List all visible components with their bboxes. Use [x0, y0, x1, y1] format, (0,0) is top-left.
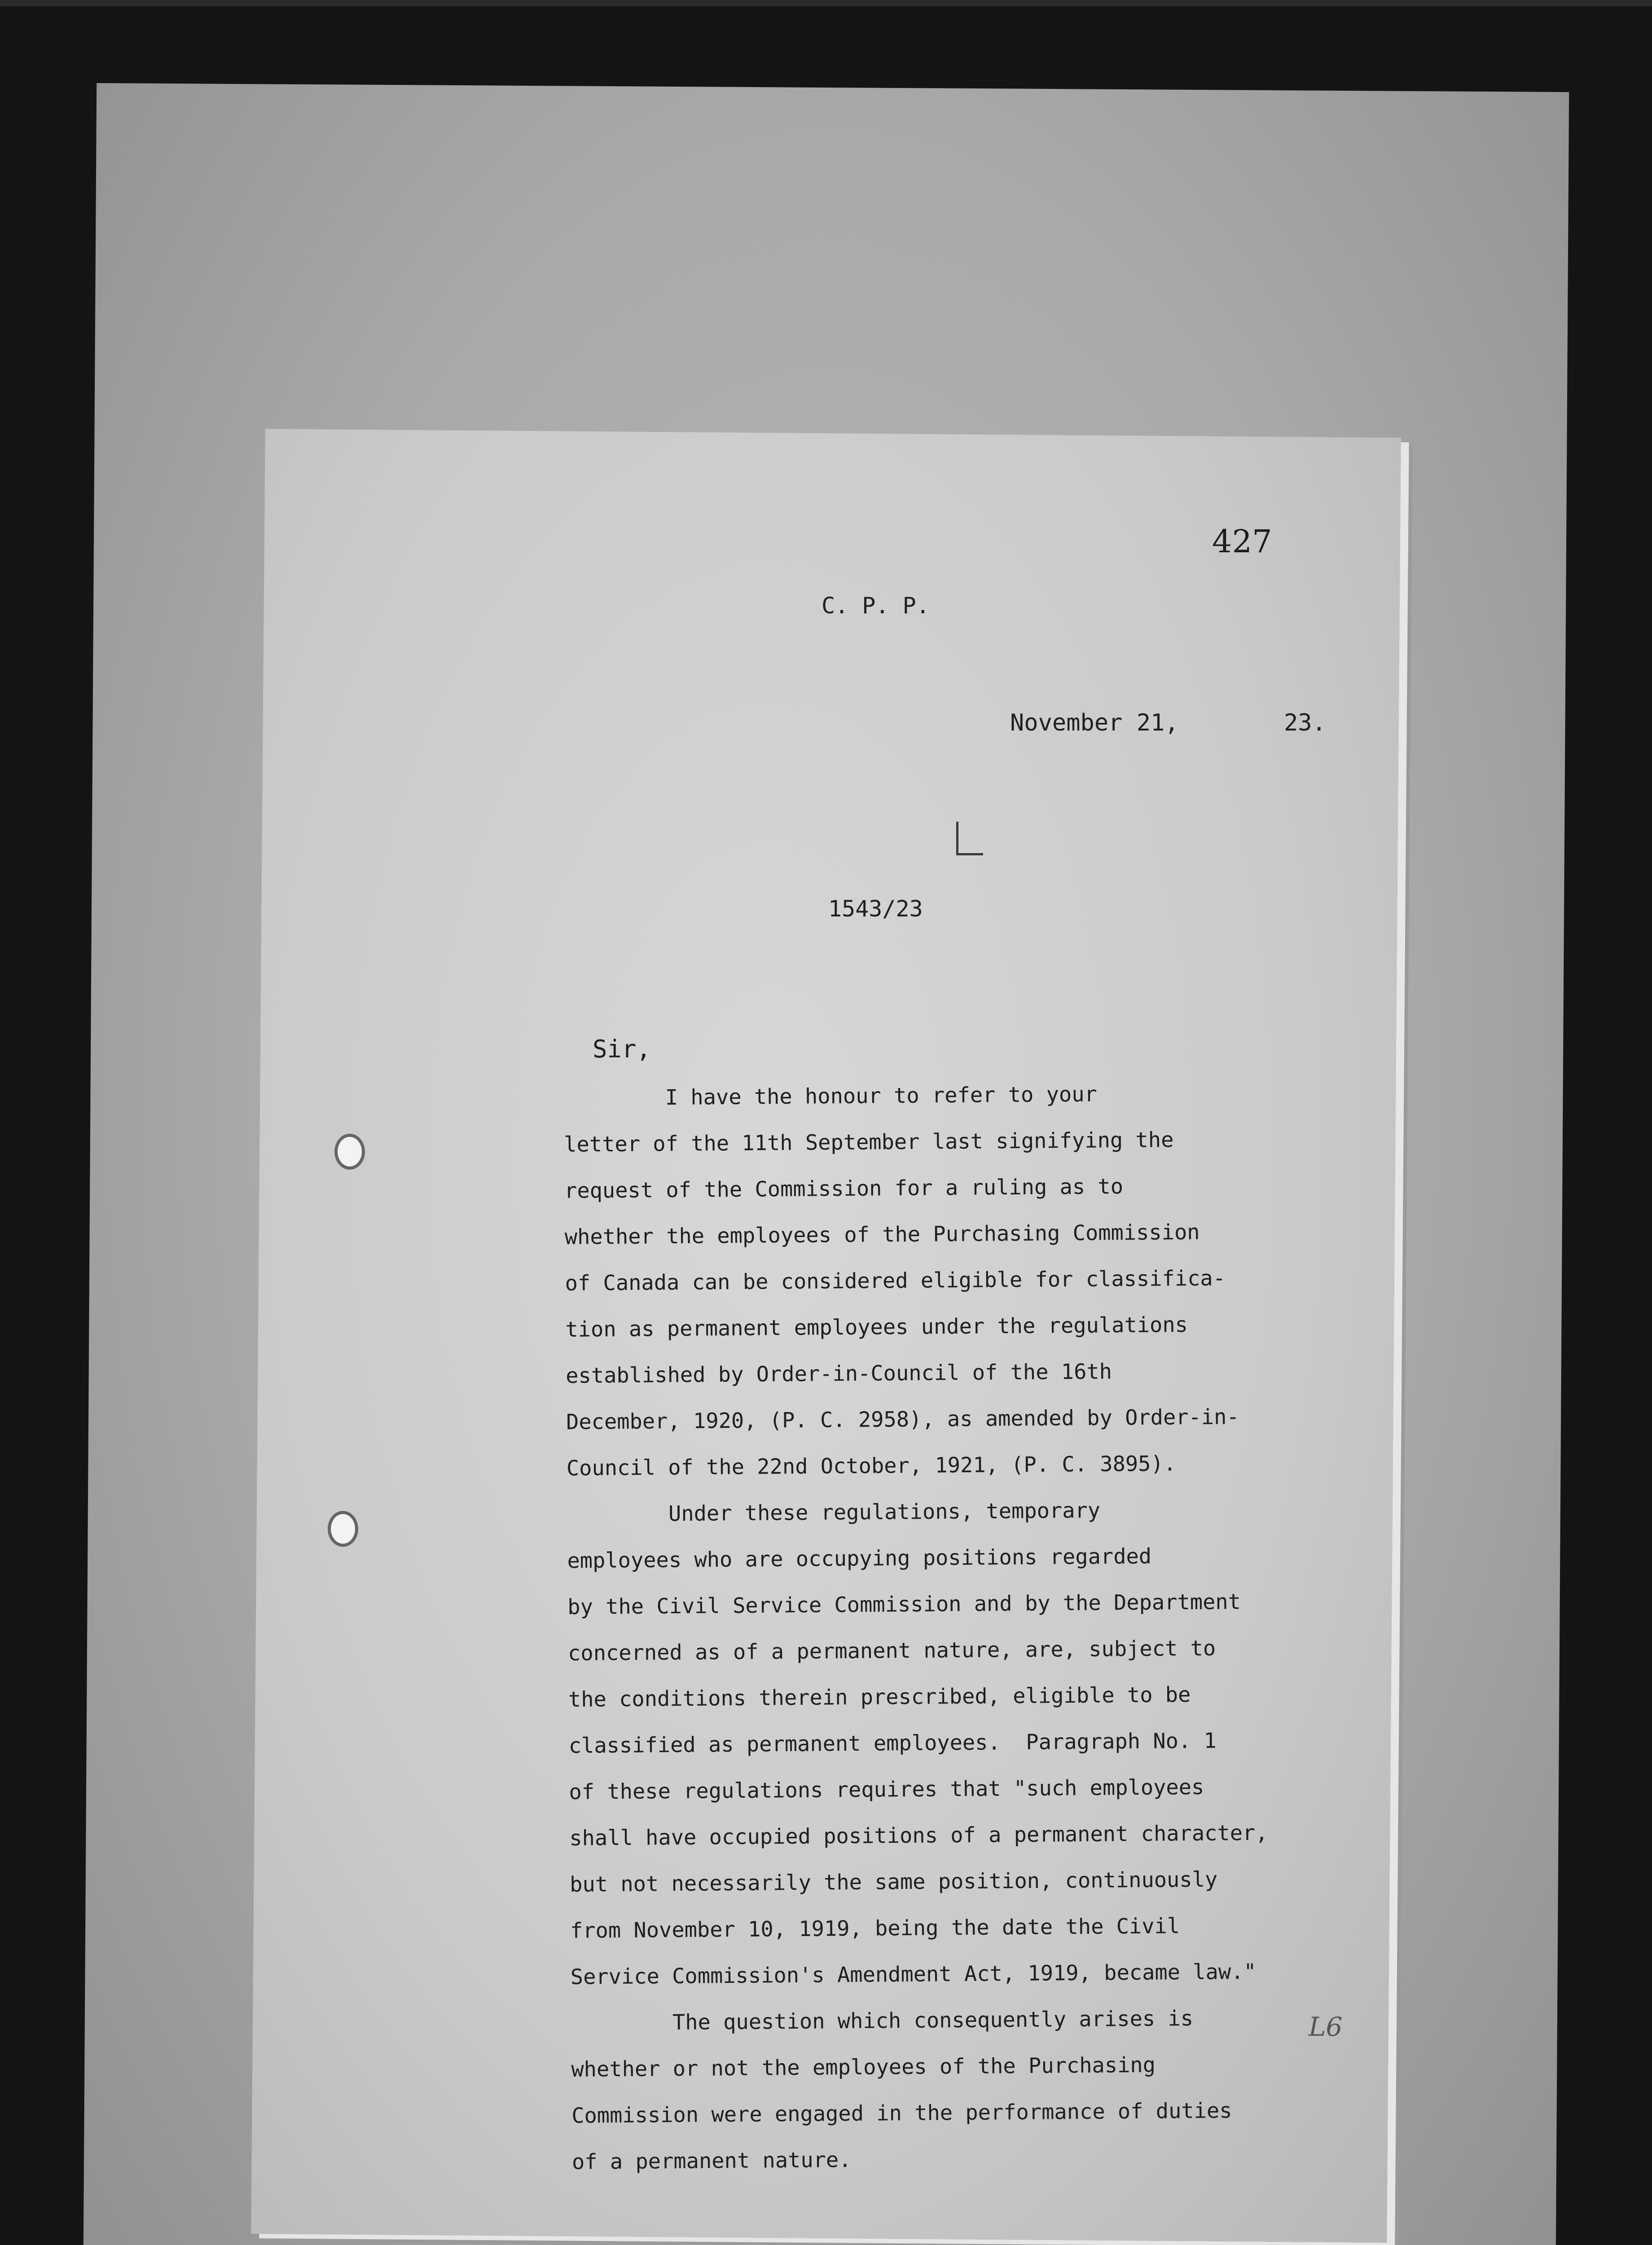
body-line: whether the employees of the Purchasing Commission	[564, 1219, 1200, 1250]
body-line: Service Commission's Amendment Act, 1919, became law."	[570, 1959, 1257, 1990]
body-line: Commission were engaged in the performance of duties	[571, 2098, 1232, 2128]
body-line: December, 1920, (P. C. 2958), as amended by Order-in-	[566, 1404, 1239, 1435]
handwritten-check-mark	[956, 822, 983, 855]
body-line: by the Civil Service Commission and by the Department	[567, 1589, 1241, 1620]
body-line: letter of the 11th September last signifying the	[563, 1127, 1174, 1157]
body-line: Under these regulations, temporary	[567, 1498, 1101, 1527]
body-line: request of the Commission for a ruling as to	[564, 1174, 1124, 1203]
body-line: employees who are occupying positions regarded	[567, 1544, 1152, 1573]
page-number: 427	[1212, 523, 1272, 560]
body-line: concerned as of a permanent nature, are, subject to	[567, 1636, 1216, 1666]
body-line: Council of the 22nd October, 1921, (P. C. 3895).	[566, 1451, 1177, 1481]
body-line: of a permanent nature.	[571, 2148, 852, 2175]
letter-date: November 21,	[1010, 709, 1179, 736]
body-line: the conditions therein prescribed, eligible to be	[568, 1682, 1191, 1712]
file-reference: 1543/23	[828, 896, 923, 922]
film-edge	[0, 0, 1652, 6]
body-line: established by Order-in-Council of the 16th	[566, 1359, 1112, 1388]
salutation: Sir,	[593, 1035, 651, 1063]
letter-date-year: 23.	[1284, 709, 1326, 736]
body-line: of Canada can be considered eligible for classifica-	[565, 1266, 1226, 1296]
header-code: C. P. P.	[822, 593, 930, 619]
body-line: but not necessarily the same position, continuously	[569, 1867, 1218, 1897]
body-line: from November 10, 1919, being the date the Civil	[570, 1914, 1180, 1943]
body-line: I have the honour to refer to your	[563, 1082, 1098, 1111]
body-line: tion as permanent employees under the regulations	[565, 1312, 1188, 1342]
punch-hole	[334, 1134, 365, 1170]
body-line: shall have occupied positions of a permanent character,	[569, 1820, 1268, 1851]
body-line: of these regulations requires that "such employees	[569, 1774, 1204, 1805]
letter-body	[563, 1069, 1362, 2180]
body-line: whether or not the employees of the Purchasing	[571, 2052, 1156, 2082]
body-line: classified as permanent employees. Paragraph No. 1	[568, 1728, 1217, 1758]
punch-hole	[328, 1511, 358, 1547]
handwritten-margin-note: L6	[1309, 2012, 1343, 2042]
body-line: The question which consequently arises is	[571, 2006, 1194, 2036]
